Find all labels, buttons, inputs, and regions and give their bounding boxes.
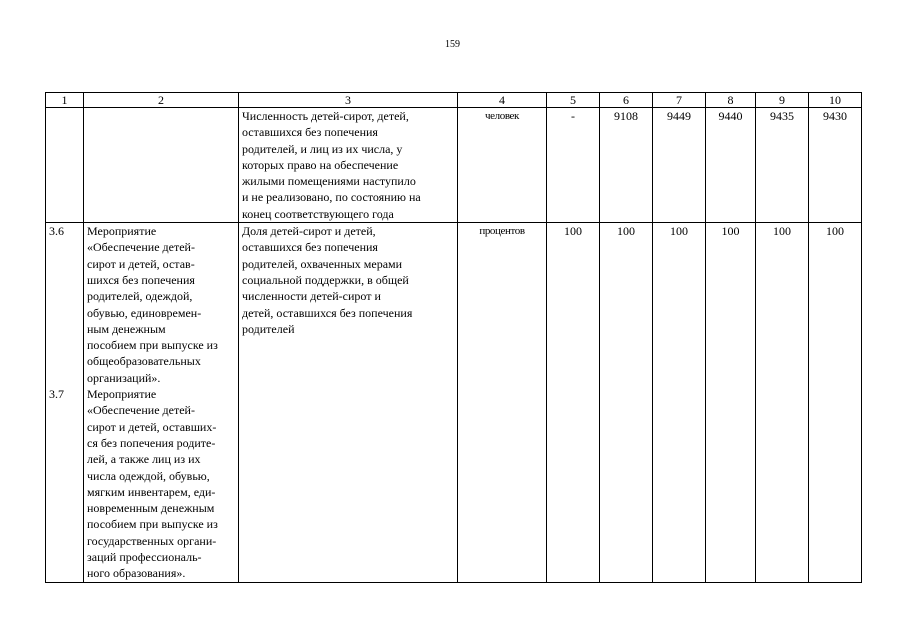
event-line: заций профессиональ-	[87, 550, 202, 565]
event-line: общеобразовательных	[87, 354, 201, 369]
indicator-line: детей, оставшихся без попечения	[242, 305, 413, 320]
event-line: государственных органи-	[87, 533, 217, 548]
event-line: ного образования».	[87, 566, 186, 581]
header-cell: 6	[600, 93, 653, 108]
event-line: обувью, единовремен-	[87, 305, 202, 320]
row-number: 3.6	[49, 224, 64, 239]
indicator-line: жилыми помещениями наступило	[242, 174, 416, 189]
indicator-line: оставшихся без попечения	[242, 125, 378, 140]
event-line: организаций».	[87, 370, 161, 385]
value-cell-6: 100	[600, 223, 653, 583]
value-cell-9: 100	[756, 223, 809, 583]
event-line: ным денежным	[87, 321, 166, 336]
value-cell-10: 100	[809, 223, 862, 583]
event-line: новременным денежным	[87, 501, 215, 516]
event-line: пособием при выпуске из	[87, 517, 218, 532]
indicator-cell	[239, 108, 458, 223]
header-cell: 7	[653, 93, 706, 108]
event-line: мягким инвентарем, еди-	[87, 484, 216, 499]
event-line: пособием при выпуске из	[87, 338, 218, 353]
event-line: числа одеждой, обувью,	[87, 468, 210, 483]
page-number: 159	[445, 39, 460, 50]
indicator-line: родителей, охваченных мерами	[242, 256, 403, 271]
indicator-line: социальной поддержки, в общей	[242, 272, 409, 287]
event-line: Мероприятие	[87, 224, 157, 239]
row-number: 3.7	[49, 387, 64, 402]
indicator-line: численности детей-сирот и	[242, 289, 381, 304]
event-line: «Обеспечение детей-	[87, 403, 195, 418]
event-line: сирот и детей, остав-	[87, 256, 195, 271]
event-cell	[84, 108, 239, 223]
event-line: Мероприятие	[87, 387, 157, 402]
header-row	[46, 93, 862, 108]
header-cell: 3	[239, 93, 458, 108]
indicators-table	[45, 92, 862, 583]
value-cell-5: -	[547, 108, 600, 223]
indicator-line: оставшихся без попечения	[242, 240, 378, 255]
indicator-line: конец соответствующего года	[242, 206, 394, 221]
value-cell-7: 9449	[653, 108, 706, 223]
value-cell-10: 9430	[809, 108, 862, 223]
event-line: ся без попечения родите-	[87, 435, 216, 450]
indicator-line: и не реализовано, по состоянию на	[242, 190, 421, 205]
indicator-cell	[239, 223, 458, 583]
header-cell: 2	[84, 93, 239, 108]
indicator-line: Доля детей-сирот и детей,	[242, 224, 376, 239]
event-line: сирот и детей, оставших-	[87, 419, 217, 434]
header-cell: 5	[547, 93, 600, 108]
value-cell-7: 100	[653, 223, 706, 583]
row-number-cell	[46, 108, 84, 223]
indicator-line: Численность детей-сирот, детей,	[242, 109, 409, 123]
header-cell: 9	[756, 93, 809, 108]
table-row	[46, 108, 862, 223]
indicator-line: которых право на обеспечение	[242, 157, 399, 172]
row-number-cell	[46, 223, 84, 583]
unit-cell: человек	[458, 108, 547, 223]
header-cell: 8	[706, 93, 756, 108]
event-line: родителей, одеждой,	[87, 289, 193, 304]
event-cell	[84, 223, 239, 583]
event-line: лей, а также лиц из их	[87, 452, 201, 467]
value-cell-9: 9435	[756, 108, 809, 223]
header-cell: 4	[458, 93, 547, 108]
table-row	[46, 223, 862, 583]
indicator-line: родителей	[242, 321, 295, 336]
event-line: шихся без попечения	[87, 272, 195, 287]
event-line: «Обеспечение детей-	[87, 240, 195, 255]
value-cell-8: 100	[706, 223, 756, 583]
indicator-line: родителей, и лиц из их числа, у	[242, 141, 403, 156]
value-cell-6: 9108	[600, 108, 653, 223]
header-cell: 10	[809, 93, 862, 108]
value-cell-8: 9440	[706, 108, 756, 223]
unit-cell: процентов	[458, 223, 547, 583]
header-cell: 1	[46, 93, 84, 108]
value-cell-5: 100	[547, 223, 600, 583]
